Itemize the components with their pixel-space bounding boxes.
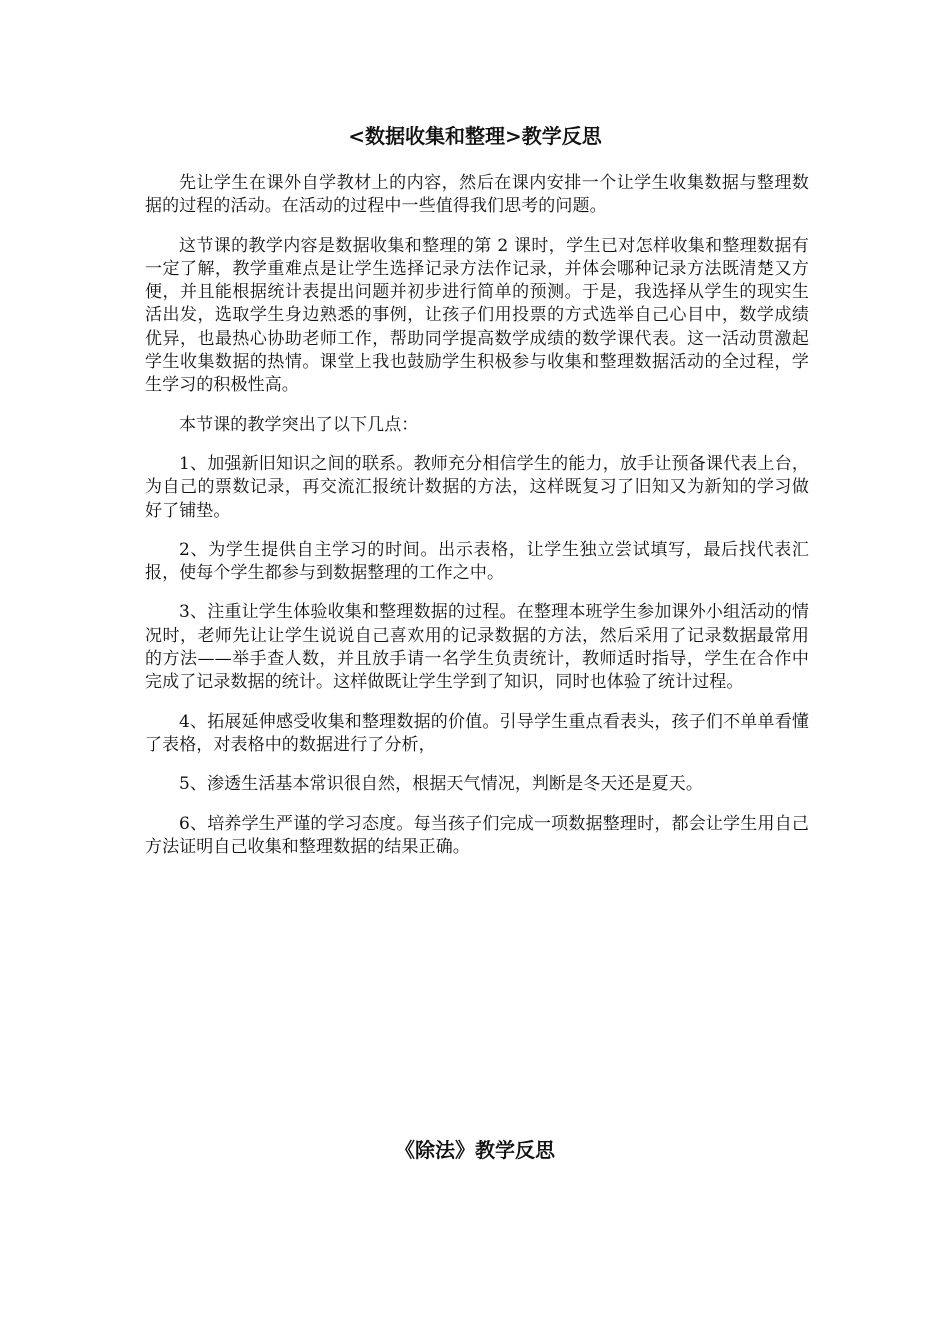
paragraph-lesson-content: 这节课的教学内容是数据收集和整理的第 2 课时，学生已对怎样收集和整理数据有一定了解，教学重难点是让学生选择记录方法作记录，并体会哪种记录方法既清楚又方便，并且能根据统计表提出问题并初步进行简单的预测。于是，我选择从学生的现实生活出发，选取学生身边熟悉的事例，让孩子们用投票的方式选举自己心目中，数学成绩优异，也最热心协助老师工作，帮助同学提高数学成绩的数学课代表。这一活动贯激起学生收集数据的热情。课堂上我也鼓励学生积极参与收集和整理数据活动的全过程，学生学习的积极性高。: [145, 235, 809, 396]
paragraph-point-6: 6、培养学生严谨的学习态度。每当孩子们完成一项数据整理时，都会让学生用自己方法证明自己收集和整理数据的结果正确。: [145, 813, 809, 857]
paragraph-point-4: 4、拓展延伸感受收集和整理数据的价值。引导学生重点看表头，孩子们不单单看懂了表格，对表格中的数据进行了分析，: [145, 711, 809, 755]
document-title: <数据收集和整理>教学反思: [348, 124, 602, 148]
second-document-title: 《除法》教学反思: [395, 1138, 555, 1162]
paragraph-point-2: 2、为学生提供自主学习的时间。出示表格，让学生独立尝试填写，最后找代表汇报，使每个学生都参与到数据整理的工作之中。: [145, 539, 809, 584]
paragraph-intro: 先让学生在课外自学教材上的内容，然后在课内安排一个让学生收集数据与整理数据的过程的活动。在活动的过程中一些值得我们思考的问题。: [145, 173, 809, 217]
document-body: [145, 172, 809, 875]
paragraph-point-3: 3、注重让学生体验收集和整理数据的过程。在整理本班学生参加课外小组活动的情况时，老师先让让学生说说自己喜欢用的记录数据的方法，然后采用了记录数据最常用的方法——举手查人数，并且放手请一名学生负责统计，教师适时指导，学生在合作中完成了记录数据的统计。这样做既让学生学到了知识，同时也体验了统计过程。: [145, 602, 809, 693]
paragraph-highlights-heading: 本节课的教学突出了以下几点：: [179, 414, 419, 435]
paragraph-point-1: 1、加强新旧知识之间的联系。教师充分相信学生的能力，放手让预备课代表上台，为自己的票数记录，再交流汇报统计数据的方法，这样既复习了旧知又为新知的学习做好了铺垫。: [145, 453, 809, 521]
paragraph-point-5: 5、渗透生活基本常识很自然，根据天气情况，判断是冬天还是夏天。: [179, 774, 703, 795]
